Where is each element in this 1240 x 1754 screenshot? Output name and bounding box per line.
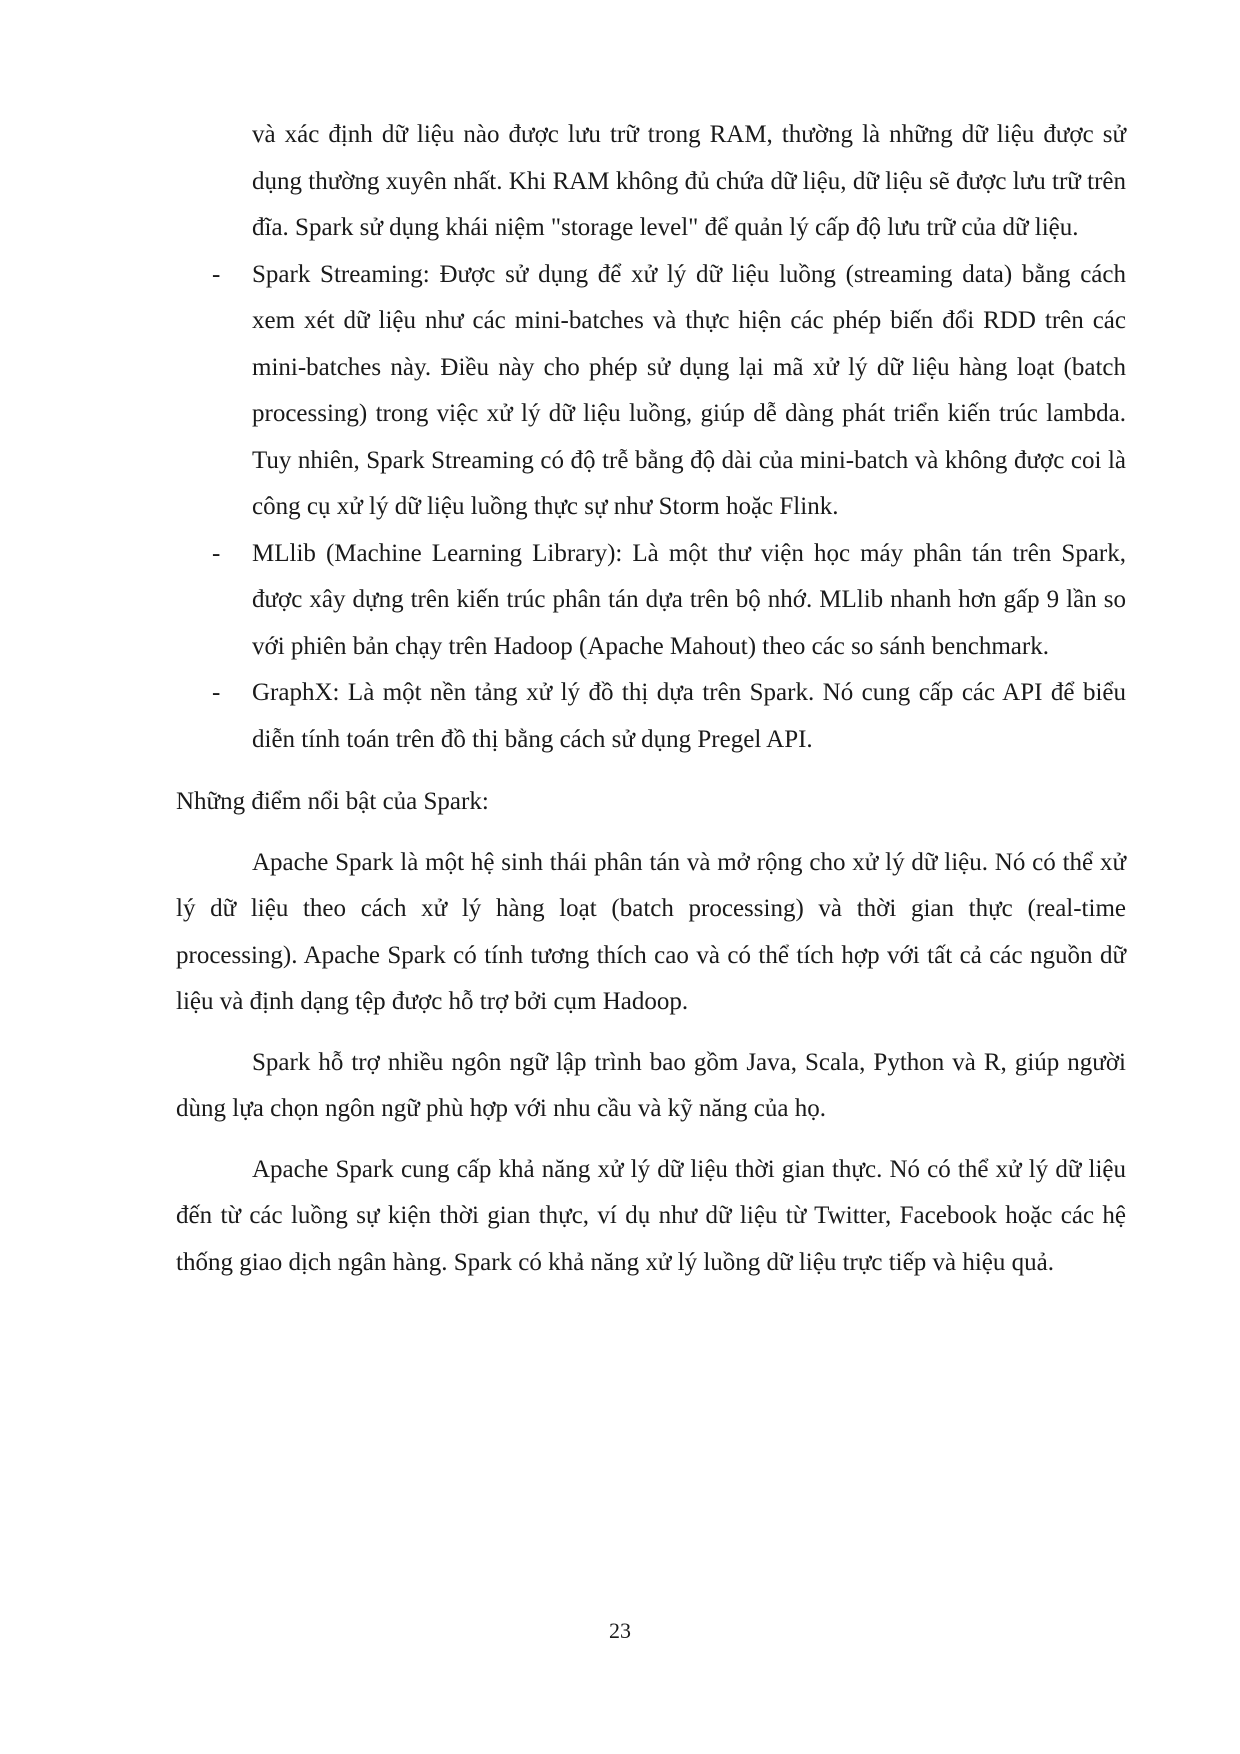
page-content (176, 112, 1126, 1300)
bullet-dash: - (212, 679, 221, 706)
bullet-spark-streaming (176, 252, 1126, 531)
bullet-text: MLlib (Machine Learning Library): Là một thư viện học máy phân tán trên Spark, được xây dựng trên kiến trúc phân tán dựa trên bộ nhớ. MLlib nhanh hơn gấp 9 lần so với phiên bản chạy trên Hadoop (Apache Mahout) theo các so sánh benchmark. (252, 539, 1126, 660)
bullet-dash: - (212, 260, 221, 288)
bullet-dash: - (212, 539, 221, 567)
bullet-graphx (176, 670, 1126, 763)
section-heading: Những điểm nổi bật của Spark: (176, 788, 489, 815)
bullet-text: GraphX: Là một nền tảng xử lý đồ thị dựa trên Spark. Nó cung cấp các API để biểu diễn tính toán trên đồ thị bằng cách sử dụng Pregel API. (252, 679, 1126, 753)
bullet-text: Spark Streaming: Được sử dụng để xử lý dữ liệu luồng (streaming data) bằng cách xem xét dữ liệu như các mini-batches và thực hiện các phép biến đổi RDD trên các mini-batches này. Điều này cho phép sử dụng lại mã xử lý dữ liệu hàng loạt (batch processing) trong việc xử lý dữ liệu luồng, giúp dễ dàng phát triển kiến trúc lambda. Tuy nhiên, Spark Streaming có độ trễ bằng độ dài của mini-batch và không được coi là công cụ xử lý dữ liệu luồng thực sự như Storm hoặc Flink. (252, 260, 1126, 520)
paragraph-ecosystem: Apache Spark là một hệ sinh thái phân tán và mở rộng cho xử lý dữ liệu. Nó có thể xử lý dữ liệu theo cách xử lý hàng loạt (batch processing) và thời gian thực (real-time processing). Apache Spark có tính tương thích cao và có thể tích hợp với tất cả các nguồn dữ liệu và định dạng tệp được hỗ trợ bởi cụm Hadoop. (176, 848, 1126, 1015)
page-number: 23 (609, 1618, 631, 1643)
bullet-mllib (176, 531, 1126, 671)
paragraph-realtime: Apache Spark cung cấp khả năng xử lý dữ liệu thời gian thực. Nó có thể xử lý dữ liệu đến từ các luồng sự kiện thời gian thực, ví dụ như dữ liệu từ Twitter, Facebook hoặc các hệ thống giao dịch ngân hàng. Spark có khả năng xử lý luồng dữ liệu trực tiếp và hiệu quả. (176, 1155, 1126, 1276)
paragraph-languages: Spark hỗ trợ nhiều ngôn ngữ lập trình bao gồm Java, Scala, Python và R, giúp người dùng lựa chọn ngôn ngữ phù hợp với nhu cầu và kỹ năng của họ. (176, 1048, 1126, 1122)
continuation-paragraph: và xác định dữ liệu nào được lưu trữ trong RAM, thường là những dữ liệu được sử dụng thường xuyên nhất. Khi RAM không đủ chứa dữ liệu, dữ liệu sẽ được lưu trữ trên đĩa. Spark sử dụng khái niệm "storage level" để quản lý cấp độ lưu trữ của dữ liệu. (252, 121, 1126, 241)
component-bullet-list (176, 252, 1126, 764)
